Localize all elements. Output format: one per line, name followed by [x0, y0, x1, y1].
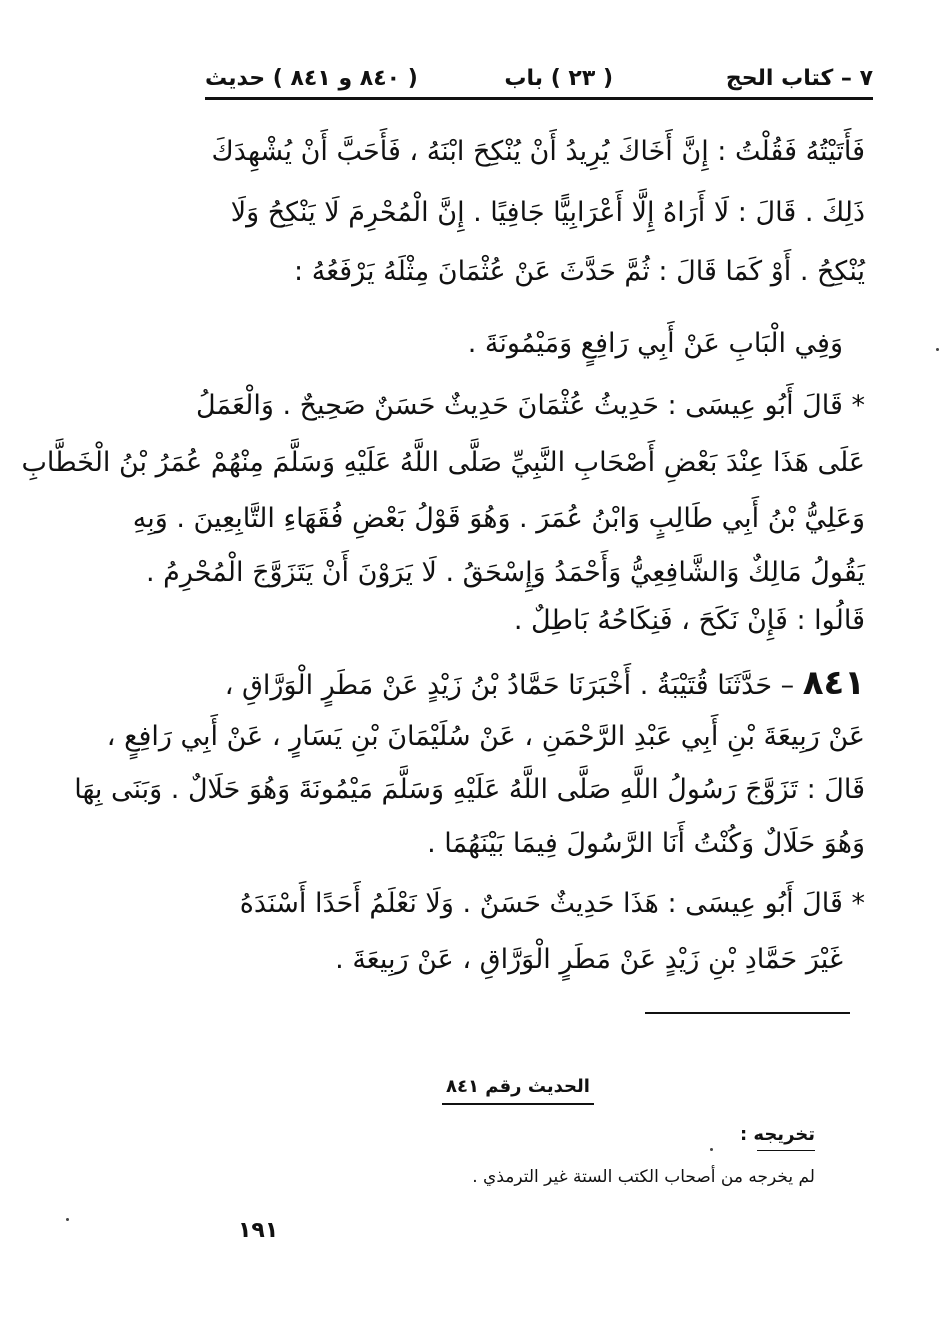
hadith-841-line: [225, 657, 865, 712]
body-line: ذَلِكَ . قَالَ : لَا أَرَاهُ إِلَّا أَعْرَابِيًّا جَافِيًا . إِنَّ الْمُحْرِمَ لَا يَنْكِحُ وَلَا: [230, 197, 865, 228]
body-line: يُنْكِحُ . أَوْ كَمَا قَالَ : ثُمَّ حَدَّثَ عَنْ عُثْمَانَ مِثْلَهُ يَرْفَعُهُ :: [294, 256, 865, 287]
takhrij-underline: [757, 1150, 815, 1151]
hadith-line: وَهُوَ حَلَالٌ وَكُنْتُ أَنَا الرَّسُولَ فِيمَا بَيْنَهُمَا .: [427, 828, 865, 859]
section-divider: [645, 1012, 850, 1014]
body-line: فَأَتَيْتُهُ فَقُلْتُ : إِنَّ أَخَاكَ يُرِيدُ أَنْ يُنْكِحَ ابْنَهُ ، فَأَحَبَّ أَنْ يُشْهِدَكَ: [211, 136, 865, 167]
comment-line: غَيْرَ حَمَّادِ بْنِ زَيْدٍ عَنْ مَطَرٍ الْوَرَّاقِ ، عَنْ رَبِيعَةَ .: [335, 944, 843, 975]
body-line: * قَالَ أَبُو عِيسَى : حَدِيثُ عُثْمَانَ حَدِيثٌ حَسَنٌ صَحِيحٌ . وَالْعَمَلُ: [196, 390, 865, 421]
running-header: [205, 62, 873, 96]
scan-speck: [66, 1218, 69, 1221]
hadith-line-text: – حَدَّثَنَا قُتَيْبَةُ . أَخْبَرَنَا حَمَّادُ بْنُ زَيْدٍ عَنْ مَطَرٍ الْوَرَّاقِ ،: [224, 670, 795, 701]
scan-speck: [710, 1148, 713, 1151]
footnote-text: لم يخرجه من أصحاب الكتب الستة غير الترمذي .: [472, 1167, 815, 1187]
header-book-title: ٧ – كتاب الحج: [725, 66, 873, 91]
hadith-line: قَالَ : تَزَوَّجَ رَسُولُ اللَّهِ صَلَّى اللَّهُ عَلَيْهِ وَسَلَّمَ مَيْمُونَةَ وَهُوَ حَلَالٌ . وَبَنَى بِهَا: [74, 774, 865, 805]
footnote-title-underline: [442, 1103, 594, 1105]
hadith-line: عَنْ رَبِيعَةَ بْنِ أَبِي عَبْدِ الرَّحْمَنِ ، عَنْ سُلَيْمَانَ بْنِ يَسَارٍ ، عَنْ أَبِي رَافِعٍ ،: [106, 721, 865, 752]
header-rule: [205, 97, 873, 100]
page-number: ١٩١: [238, 1218, 279, 1243]
body-line: وَفِي الْبَابِ عَنْ أَبِي رَافِعٍ وَمَيْمُونَةَ .: [467, 328, 843, 359]
footnote-title: الحديث رقم ٨٤١: [446, 1076, 590, 1097]
body-line: يَقُولُ مَالِكٌ وَالشَّافِعِيُّ وَأَحْمَدُ وَإِسْحَقُ . لَا يَرَوْنَ أَنْ يَتَزَوَّجَ الْمُحْرِمُ .: [145, 557, 865, 588]
comment-line: * قَالَ أَبُو عِيسَى : هَذَا حَدِيثٌ حَسَنٌ . وَلَا نَعْلَمُ أَحَدًا أَسْنَدَهُ: [239, 888, 865, 919]
takhrij-label: تخريجه :: [739, 1124, 815, 1145]
body-line: وَعَلِيُّ بْنُ أَبِي طَالِبٍ وَابْنُ عُمَرَ . وَهُوَ قَوْلُ بَعْضِ فُقَهَاءِ التَّابِعِينَ . وَبِهِ: [132, 503, 865, 534]
hadith-number: ٨٤١: [802, 663, 865, 703]
body-line: قَالُوا : فَإِنْ نَكَحَ ، فَنِكَاحُهُ بَاطِلٌ .: [513, 605, 865, 636]
header-chapter: ( ٢٣ ) باب: [504, 66, 613, 91]
scan-speck: [936, 348, 939, 351]
body-line: عَلَى هَذَا عِنْدَ بَعْضِ أَصْحَابِ النَّبِيِّ صَلَّى اللَّهُ عَلَيْهِ وَسَلَّمَ مِنْهُمْ عُمَرُ بْنُ الْخَطَّابِ: [21, 447, 865, 478]
header-hadith-range: ( ٨٤٠ و ٨٤١ ) حديث: [205, 66, 418, 91]
